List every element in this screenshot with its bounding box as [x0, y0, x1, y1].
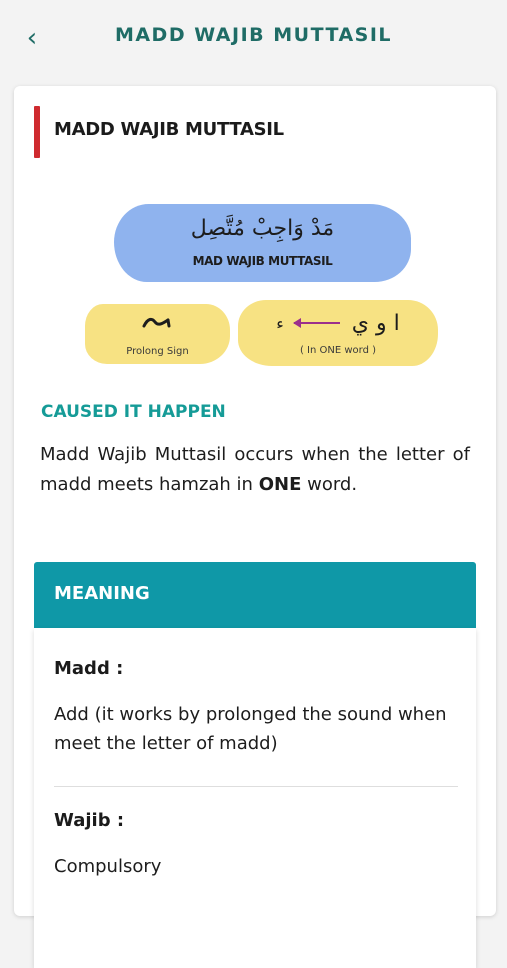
english-label: MAD WAJIB MUTTASIL: [192, 254, 333, 268]
one-word-illustration: [238, 300, 438, 366]
hamzah-symbol: ء: [276, 313, 284, 333]
top-app-bar: [0, 0, 507, 78]
meaning-definition: Add (it works by prolonged the sound when meet the letter of madd): [54, 704, 447, 754]
madd-letters: ا و ي: [351, 310, 400, 336]
meaning-header: [34, 562, 476, 628]
meaning-panel: [34, 628, 476, 968]
arabic-title: مَدْ وَاجِبْ مُتَّصِل: [190, 216, 335, 241]
meaning-section: [34, 562, 476, 962]
content-card: [14, 86, 496, 916]
meaning-definition: Compulsory: [54, 856, 162, 877]
cause-text-end: word.: [301, 474, 358, 495]
cause-text-part: Madd Wajib Muttasil occurs when the letter of madd meets hamzah in: [40, 444, 470, 495]
title-accent-bar: [34, 106, 40, 158]
cause-heading: CAUSED IT HAPPEN: [41, 402, 226, 422]
one-word-label: ( In ONE word ): [299, 345, 377, 356]
arrow-left-icon: [294, 322, 340, 324]
prolong-sign-icon: [138, 310, 178, 334]
meaning-title: MEANING: [54, 583, 150, 604]
meaning-term: Wajib :: [54, 810, 125, 831]
cause-text-bold: ONE: [258, 474, 302, 495]
prolong-sign-symbol: [85, 310, 230, 340]
card-title: MADD WAJIB MUTTASIL: [54, 119, 284, 140]
madd-hamzah-row: [238, 308, 438, 338]
cause-text: [40, 440, 470, 500]
prolong-sign-illustration: [85, 304, 230, 364]
prolong-sign-label: Prolong Sign: [126, 346, 189, 357]
meaning-divider: [54, 786, 458, 787]
page-title: MADD WAJIB MUTTASIL: [114, 24, 393, 46]
madd-name-illustration: [114, 204, 411, 282]
meaning-term: Madd :: [54, 658, 124, 679]
chevron-left-icon: ‹: [26, 23, 38, 53]
